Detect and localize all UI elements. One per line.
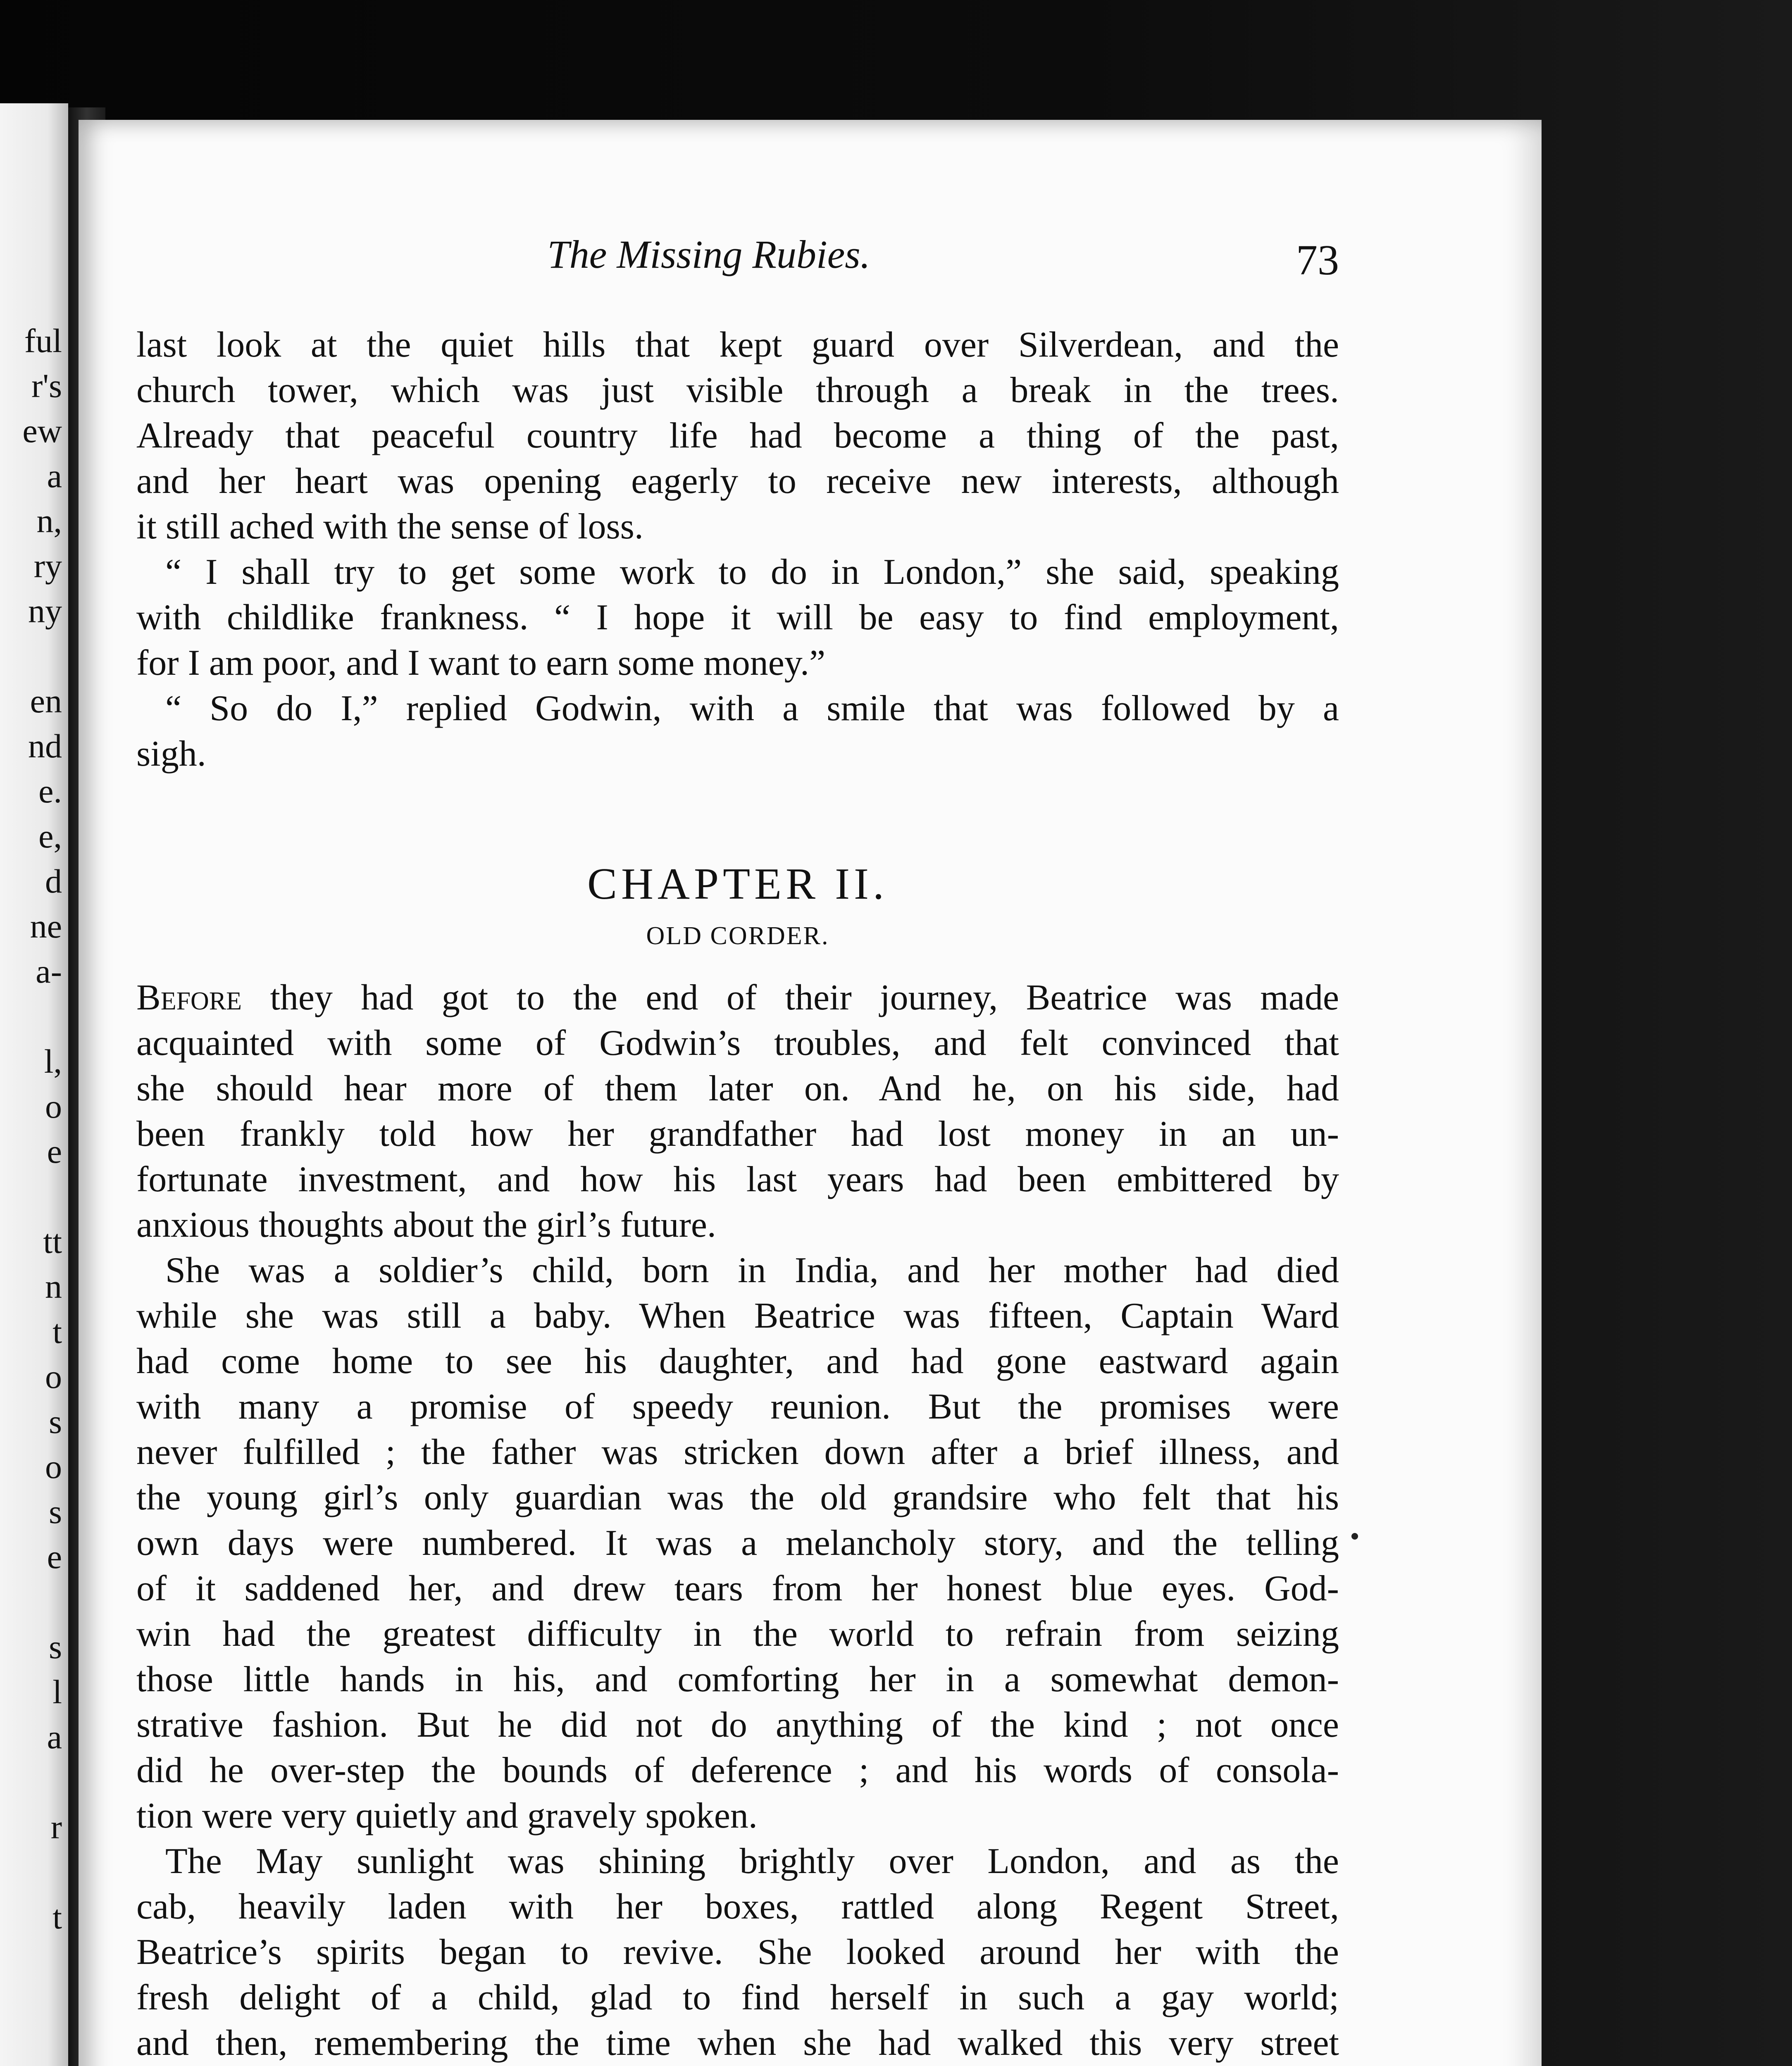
- chapter-title: CHAPTER II.: [587, 859, 888, 909]
- page-header: [79, 231, 1339, 293]
- left-page-fragment: s: [49, 1493, 62, 1530]
- left-page-fragment: ne: [30, 907, 62, 945]
- text-line: The May sunlight was shining brightly over London, and as the: [165, 1841, 1339, 1881]
- text-line: fortunate investment, and how his last years had been embittered by: [136, 1159, 1339, 1200]
- text-line: acquainted with some of Godwin’s troubles, and felt convinced that: [136, 1023, 1339, 1063]
- text-line: [136, 975, 1339, 1021]
- left-page-fragment: r: [50, 1808, 62, 1846]
- left-page-fragment: s: [49, 1628, 62, 1666]
- left-page-fragment: n,: [36, 502, 62, 540]
- left-page-fragment: ful: [24, 322, 62, 359]
- left-page-fragment: n: [45, 1268, 62, 1305]
- print-speck: [1351, 1533, 1358, 1540]
- left-page-fragments: [0, 318, 62, 1940]
- left-page-fragment: a: [47, 457, 62, 495]
- left-page-fragment: tt: [43, 1223, 62, 1260]
- left-page-fragment: t: [52, 1313, 62, 1350]
- left-page-fragment: [0, 633, 62, 678]
- text-line: fresh delight of a child, glad to find herself in such a gay world;: [136, 1978, 1339, 2018]
- left-page-fragment: o: [45, 1448, 62, 1485]
- left-page-fragment: e: [47, 1538, 62, 1576]
- left-page-fragment: o: [45, 1088, 62, 1125]
- text-line: for I am poor, and I want to earn some money.”: [136, 643, 826, 683]
- text-line: cab, heavily laden with her boxes, rattled along Regent Street,: [136, 1887, 1339, 1927]
- chapter-subtitle: OLD CORDER.: [646, 922, 829, 950]
- text-line: own days were numbered. It was a melancholy story, and the telling: [136, 1523, 1339, 1563]
- left-page-fragment: ew: [22, 412, 62, 450]
- text-line: and her heart was opening eagerly to receive new interests, although: [136, 461, 1339, 501]
- left-page-fragment: en: [30, 682, 62, 720]
- text-line: the young girl’s only guardian was the old grandsire who felt that his: [136, 1478, 1339, 1518]
- text-line: she should hear more of them later on. And he, on his side, had: [136, 1069, 1339, 1109]
- left-page-fragment: d: [45, 862, 62, 900]
- left-page-fragment: l: [52, 1673, 62, 1711]
- text-line: did he over-step the bounds of deference ; and his words of consola-: [136, 1750, 1339, 1790]
- text-line: been frankly told how her grandfather had lost money in an un-: [136, 1114, 1339, 1154]
- paragraph: [136, 322, 1339, 550]
- left-page-fragment: [0, 1759, 62, 1804]
- text-line-rest: they had got to the end of their journey, Beatrice was made: [242, 978, 1339, 1018]
- text-line: Beatrice’s spirits began to revive. She looked around her with the: [136, 1932, 1339, 1972]
- text-line: “ So do I,” replied Godwin, with a smile that was followed by a: [165, 688, 1339, 728]
- left-page-fragment: s: [49, 1403, 62, 1440]
- paragraph: [136, 550, 1339, 686]
- left-page-fragment: e.: [38, 772, 62, 810]
- text-line: strative fashion. But he did not do anything of the kind ; not once: [136, 1705, 1339, 1745]
- paragraph: [136, 1248, 1339, 1839]
- left-page-fragment: a-: [36, 952, 62, 990]
- page-number: 73: [1296, 236, 1339, 284]
- text-line: while she was still a baby. When Beatrice was fifteen, Captain Ward: [136, 1296, 1339, 1336]
- text-line: of it saddened her, and drew tears from her honest blue eyes. God-: [136, 1569, 1339, 1609]
- text-line: it still ached with the sense of loss.: [136, 507, 643, 547]
- left-page-fragment: [0, 1174, 62, 1219]
- text-line: She was a soldier’s child, born in India, and her mother had died: [165, 1250, 1339, 1290]
- left-page-fragment: [0, 1849, 62, 1895]
- text-line: Already that peaceful country life had become a thing of the past,: [136, 416, 1339, 456]
- drop-word: Before: [136, 978, 242, 1018]
- paragraph: [136, 686, 1339, 777]
- left-page-fragment: nd: [28, 727, 62, 765]
- text-line: sigh.: [136, 734, 206, 774]
- left-page-fragment: ry: [33, 547, 62, 585]
- left-page-fragment: o: [45, 1358, 62, 1395]
- text-line: had come home to see his daughter, and had gone eastward again: [136, 1341, 1339, 1381]
- page-text: [136, 322, 1339, 2066]
- text-line: those little hands in his, and comforting her in a somewhat demon-: [136, 1659, 1339, 1699]
- text-line: win had the greatest difficulty in the world to refrain from seizing: [136, 1614, 1339, 1654]
- left-page-fragment: [0, 994, 62, 1039]
- text-line: “ I shall try to get some work to do in London,” she said, speaking: [165, 552, 1339, 592]
- text-line: anxious thoughts about the girl’s future.: [136, 1205, 716, 1245]
- paragraph: [136, 975, 1339, 1248]
- text-line: tion were very quietly and gravely spoken.: [136, 1796, 758, 1836]
- text-line: church tower, which was just visible through a break in the trees.: [136, 370, 1339, 410]
- left-page-fragment: t: [52, 1898, 62, 1936]
- left-page-fragment: a: [47, 1718, 62, 1756]
- running-title: The Missing Rubies.: [547, 232, 870, 276]
- left-page-fragment: e,: [38, 817, 62, 855]
- left-page-fragment: ny: [28, 592, 62, 630]
- text-line: and then, remembering the time when she had walked this very street: [136, 2023, 1339, 2063]
- text-line: last look at the quiet hills that kept guard over Silverdean, and the: [136, 325, 1339, 365]
- left-page-fragment: r's: [31, 367, 62, 405]
- text-line: with childlike frankness. “ I hope it will be easy to find employment,: [136, 597, 1339, 638]
- text-line: never fulfilled ; the father was stricken down after a brief illness, and: [136, 1432, 1339, 1472]
- paragraph: [136, 1839, 1339, 2066]
- left-page-fragment: [0, 1579, 62, 1624]
- left-page-fragment: l,: [44, 1043, 62, 1080]
- left-page-fragment: e: [47, 1133, 62, 1170]
- text-line: with many a promise of speedy reunion. But the promises were: [136, 1387, 1339, 1427]
